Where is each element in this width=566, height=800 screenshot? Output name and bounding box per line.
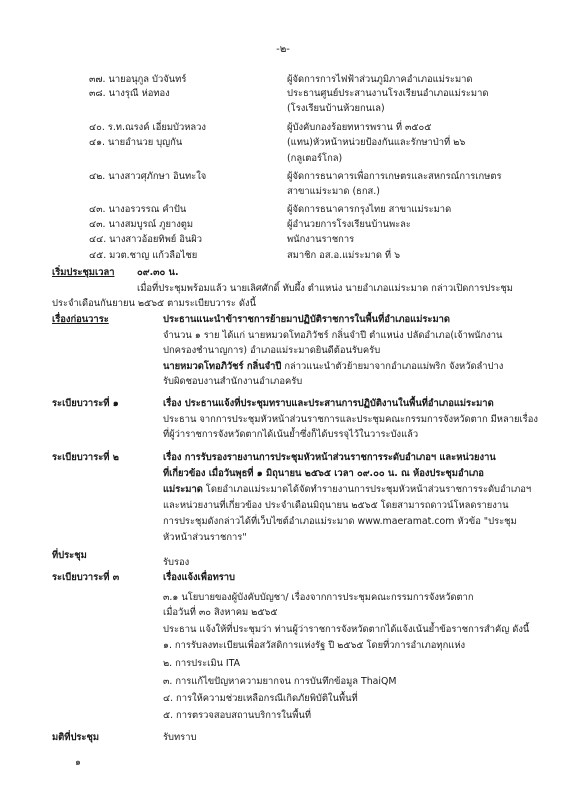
attendee-position: ผู้จัดการการไฟฟ้าส่วนภูมิภาคอำเภอแม่ระมาด — [287, 74, 473, 85]
attendee-name: ๔๔. นางสาวอ้อยทิพย์ อินผิว — [89, 234, 203, 245]
pre-meeting-line: จำนวน ๑ ราย ได้แก่ นายหมวดโทอภิวัชร์ กลิ่นจำปี ตำแหน่ง ปลัดอำเภอ(เจ้าพนักงาน — [163, 330, 503, 341]
attendee-position: (กลูเตอร์โกล) — [287, 153, 343, 164]
attendee-name: ๔๒. นางสาวศุภักษา อินทะใจ — [89, 171, 207, 182]
agenda-2-heading-line: ที่เกี่ยวข้อง เมื่อวันพุธที่ ๑ มิถุนายน ๒๕๖๕ เวลา ๐๙.๐๐ น. ณ ห้องประชุมอำเภอ — [163, 468, 484, 479]
agenda-2-body-line: การประชุมดังกล่าวได้ที่เว็บไซต์อำเภอแม่ระมาด www.maeramat.com หัวข้อ "ประชุม — [163, 516, 517, 527]
attendee-position: (โรงเรียนบ้านห้วยกนเล) — [287, 103, 385, 114]
agenda-3-item: ๓. การแก้ไขปัญหาความยากจน การบันทึกข้อมูล ThaiQM — [163, 676, 397, 687]
meeting-start-time: ๐๙.๓๐ น. — [137, 267, 179, 278]
attendee-name: ๔๑. นายอำนวย บุญกัน — [89, 137, 183, 148]
pre-meeting-line: รับผิดชอบงานสำนักงานอำเภอครับ — [163, 376, 303, 387]
agenda-2-label: ระเบียบวาระที่ ๒ — [52, 452, 119, 463]
pre-meeting-name-line — [163, 361, 503, 372]
agenda-3-item: ๔. การให้ความช่วยเหลือกรณีเกิดภัยพิบัติในพื้นที่ — [163, 693, 358, 704]
meeting-start-label: เริ่มประชุมเวลา — [52, 267, 115, 278]
page-number: -๒- — [276, 44, 290, 55]
agenda-1-line: ประธาน จากการประชุมหัวหน้าส่วนราชการและประชุมคณะกรรมการจังหวัดตาก มีหลายเรื่อง — [163, 414, 538, 425]
agenda-3-item: ๑. การรับลงทะเบียนเพื่อสวัสดิการแห่งรัฐ ปี ๒๕๖๕ โดยที่วการอำเภอทุกแห่ง — [163, 640, 466, 651]
pre-meeting-label: เรื่องก่อนวาระ — [52, 314, 109, 325]
footer-mark: ๑ — [75, 757, 81, 768]
opening-line: เมื่อที่ประชุมพร้อมแล้ว นายเลิศศักดิ์ ทับผึ้ง ตำแหน่ง นายอำเภอแม่ระมาด กล่าวเปิดการประชุม — [137, 283, 513, 294]
attendee-position: สมาชิก อส.อ.แม่ระมาด ที่ ๖ — [287, 250, 401, 261]
attendee-position: พนักงานราชการ — [287, 234, 355, 245]
agenda-3-resolution: รับทราบ — [163, 732, 197, 743]
attendee-position: ผู้จัดการธนาคารกรุงไทย สาขาแม่ระมาด — [287, 204, 452, 215]
attendee-name: ๓๘. นางรุณี ห่อทอง — [89, 88, 170, 99]
agenda-2-heading-line: แม่ระมาด — [163, 484, 203, 495]
agenda-3-chair-line: ประธาน แจ้งให้ที่ประชุมว่า ท่านผู้ว่าราชการจังหวัดตากได้แจ้งเน้นย้ำข้อราชการสำคัญ ดังนี้ — [163, 624, 530, 635]
attendee-name: ๔๓. นางอรวรรณ คำปัน — [89, 204, 187, 215]
agenda-1-label: ระเบียบวาระที่ ๑ — [52, 398, 119, 409]
agenda-3-item: ๒. การประเมิน ITA — [163, 658, 241, 669]
agenda-2-body-line: และหน่วยงานที่เกี่ยวข้อง ประจำเดือนมิถุนายน ๒๕๖๕ โดยสามารถดาวน์โหลดรายงาน — [163, 500, 509, 511]
pre-meeting-name-rest: กล่าวแนะนำตัวย้ายมาจากอำเภอแม่พริก จังหวัดลำปาง — [281, 361, 504, 372]
agenda-2-body-rest: โดยอำเภอแม่ระมาดได้จัดทำรายงานการประชุมหัวหน้าส่วนราชการระดับอำเภอฯ — [202, 484, 532, 495]
agenda-1-heading: เรื่อง ประธานแจ้งที่ประชุมทราบและประสานการปฏิบัติงานในพื้นที่อำเภอแม่ระมาด — [163, 398, 494, 409]
attendee-position: ผู้จัดการธนาคารเพื่อการเกษตรและสหกรณ์การเกษตร — [287, 171, 502, 182]
pre-meeting-line: ปกครองชำนาญการ) อำเภอแม่ระมาดยินดีต้อนรับครับ — [163, 345, 381, 356]
agenda-3-label: ระเบียบวาระที่ ๓ — [52, 572, 120, 583]
agenda-3-line: ๓.๑ นโยบายของผู้บังคับบัญชา/ เรื่องจากการประชุมคณะกรรมการจังหวัดตาก — [163, 592, 474, 603]
attendee-position: ประธานศูนย์ประสานงานโรงเรียนอำเภอแม่ระมาด — [287, 88, 489, 99]
attendee-position: ผู้อำนวยการโรงเรียนบ้านพะละ — [287, 219, 411, 230]
agenda-2-body-line: หัวหน้าส่วนราชการ" — [163, 532, 247, 543]
agenda-2-resolution: รับรอง — [163, 557, 190, 568]
agenda-2-heading-line: เรื่อง การรับรองรายงานการประชุมหัวหน้าส่วนราชการระดับอำเภอฯ และหน่วยงาน — [163, 452, 496, 463]
agenda-3-resolution-label: มติที่ประชุม — [52, 732, 100, 743]
agenda-3-item: ๕. การตรวจสอบสถานบริการในพื้นที่ — [163, 710, 312, 721]
opening-line: ประจำเดือนกันยายน ๒๕๖๕ ตามระเบียบวาระ ดังนี้ — [52, 298, 256, 309]
pre-meeting-name: นายหมวดโทอภิวัชร์ กลิ่นจำปี — [163, 361, 282, 372]
pre-meeting-heading: ประธานแนะนำข้าราชการย้ายมาปฏิบัติราชการในพื้นที่อำเภอแม่ระมาด — [163, 314, 450, 325]
agenda-3-heading: เรื่องแจ้งเพื่อทราบ — [163, 572, 236, 583]
agenda-2-resolution-label: ที่ประชุม — [52, 550, 87, 561]
agenda-2-mixed-line — [163, 484, 531, 495]
attendee-position: (แทน)หัวหน้าหน่วยป้องกันและรักษาป่าที่ ๒๖ — [287, 137, 466, 148]
attendee-name: ๔๐. ร.ท.ณรงค์ เอี่ยมบัวหลวง — [89, 122, 207, 133]
agenda-1-line: ที่ผู้ว่าราชการจังหวัดตากได้เน้นย้ำซึ่งก็ได้บรรจุไว้ในวาระบังแล้ว — [163, 429, 419, 440]
attendee-name: ๓๗. นายอนุกูล บัวจันทร์ — [89, 74, 187, 85]
attendee-name: ๔๓. นางสมบูรณ์ ภูยางตูม — [89, 219, 194, 230]
attendee-name: ๔๕. มวต.ชาญ แก้วลือไชย — [89, 250, 198, 261]
agenda-3-line: เมื่อวันที่ ๓๐ สิงหาคม ๒๕๖๕ — [163, 607, 278, 618]
attendee-position: สาขาแม่ระมาด (ธกส.) — [287, 186, 380, 197]
attendee-position: ผู้บังคับกองร้อยทหารพราน ที่ ๓๕๐๕ — [287, 122, 432, 133]
